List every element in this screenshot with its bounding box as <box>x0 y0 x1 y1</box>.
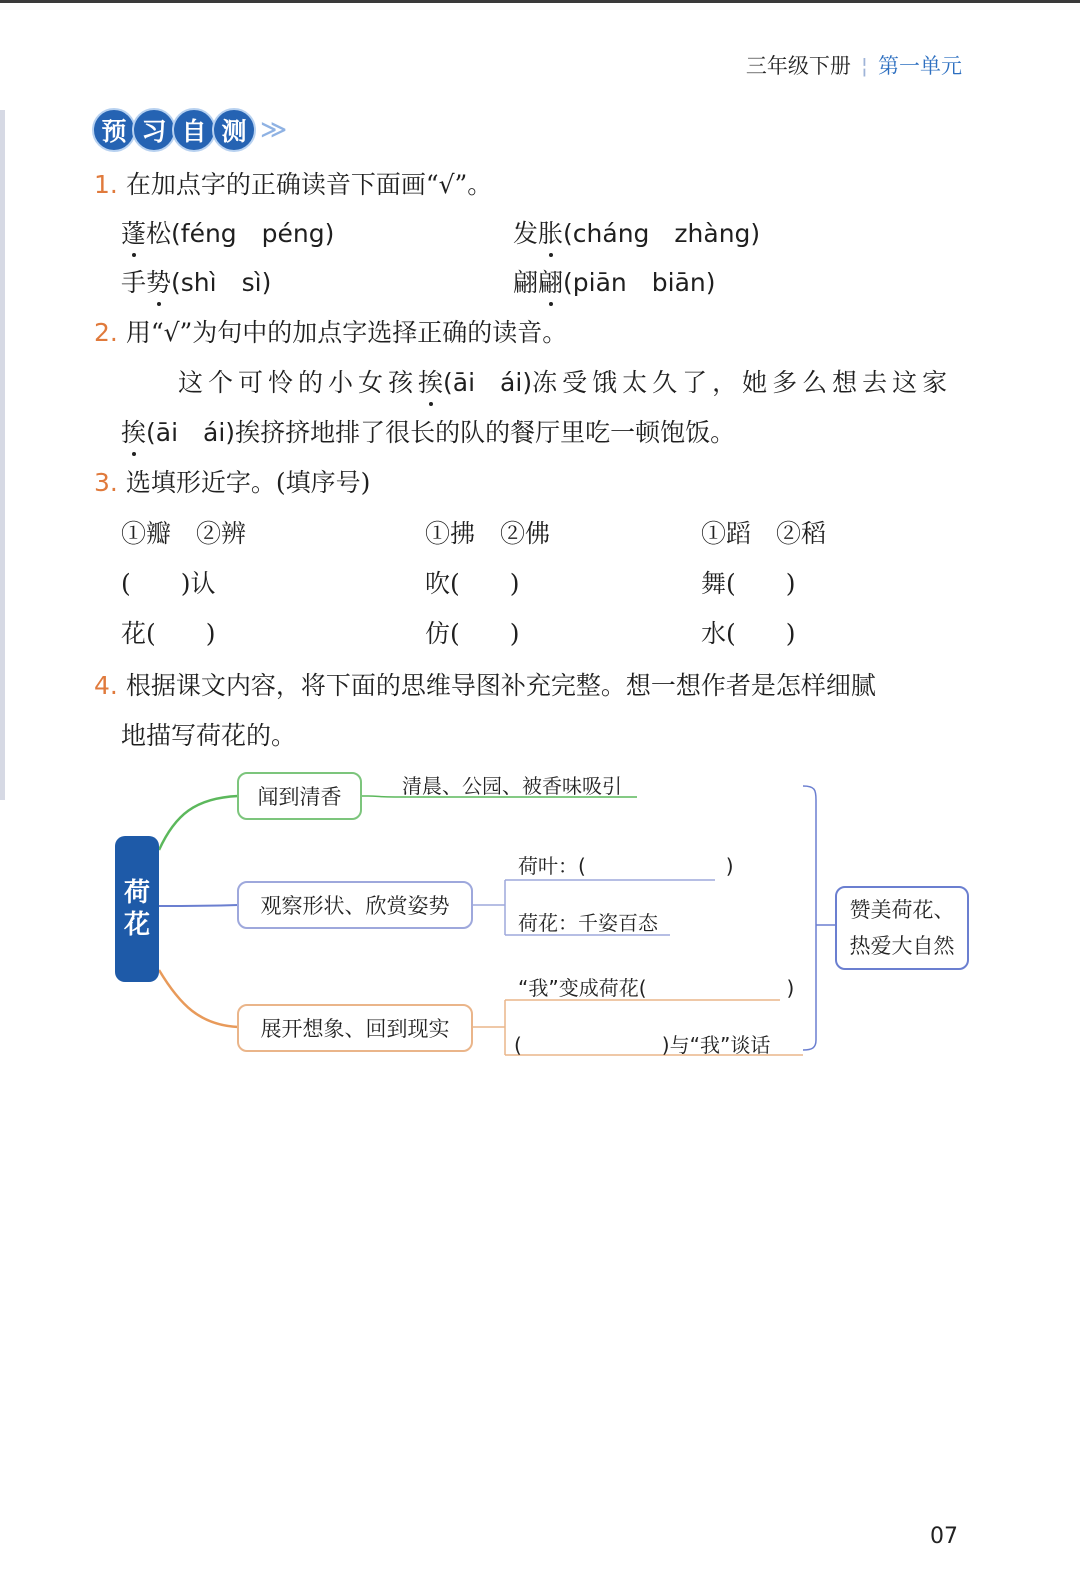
q1-item-1-dotted-char: 蓬 <box>121 219 147 248</box>
mindmap-branch-3-leaf-2[interactable]: ( )与“我”谈话 <box>514 1033 771 1057</box>
page-number: 07 <box>930 1524 958 1549</box>
q1-item-4 <box>513 268 716 298</box>
mindmap-branch-2: 观察形状、欣赏姿势 <box>237 881 473 929</box>
question-3-number: 3. <box>94 468 118 497</box>
question-1 <box>94 170 492 200</box>
q3-group-3-blank-1[interactable]: 舞( ) <box>701 569 796 598</box>
connector-root-to-b3 <box>159 970 238 1027</box>
question-2 <box>94 318 567 348</box>
q1-item-3 <box>121 268 271 298</box>
q1-item-4-pinyin: (piān biān) <box>563 268 716 297</box>
summary-bracket <box>803 786 816 1050</box>
q1-item-2 <box>513 219 760 249</box>
q2-sentence-line-2 <box>121 418 735 448</box>
header-separator: ¦ <box>860 54 868 78</box>
q2-line-2-pinyin: (āi ái) <box>146 418 236 447</box>
mindmap-root-char-2: 花 <box>123 910 150 940</box>
mindmap-branch-3-leaf-1[interactable]: “我”变成荷花( ) <box>518 976 795 1000</box>
q1-item-2-dotted-char: 胀 <box>538 219 564 248</box>
q3-group-2-blank-2[interactable]: 仿( ) <box>425 619 520 648</box>
mindmap-summary-line-2: 热爱大自然 <box>849 934 955 958</box>
header-grade: 三年级下册 <box>745 54 851 78</box>
mindmap-branch-2-leaf-1[interactable]: 荷叶：( ) <box>518 854 734 878</box>
q1-item-1-char: 松 <box>146 219 172 248</box>
badge-char-4: 测 <box>212 108 256 152</box>
connector-root-to-b1 <box>159 796 238 850</box>
mindmap-branch-2-leaf-2: 荷花：千姿百态 <box>518 911 658 935</box>
q2-line-1-pre: 这个可怜的小女孩 <box>178 368 419 397</box>
q3-group-3-blank-2[interactable]: 水( ) <box>701 619 796 648</box>
connector-root-to-b2 <box>159 905 238 906</box>
question-4-number: 4. <box>94 671 118 700</box>
q1-item-2-pinyin: (cháng zhàng) <box>563 219 761 248</box>
q1-item-3-char: 手 <box>121 268 147 297</box>
question-1-number: 1. <box>94 170 118 199</box>
question-4-text-line-1: 根据课文内容，将下面的思维导图补充完整。想一想作者是怎样细腻 <box>125 671 876 700</box>
q3-group-1-blank-2[interactable]: 花( ) <box>121 619 216 648</box>
q1-item-2-char: 发 <box>513 219 539 248</box>
mindmap-root-char-1: 荷 <box>123 878 150 908</box>
q2-sentence-line-1 <box>178 368 952 398</box>
question-2-number: 2. <box>94 318 118 347</box>
q2-line-2-post: 挨挤挤地排了很长的队的餐厅里吃一顿饱饭。 <box>235 418 736 447</box>
mindmap-branch-1: 闻到清香 <box>237 772 362 820</box>
q2-line-1-pinyin: (āi ái) <box>443 368 533 397</box>
mindmap-root <box>115 836 159 982</box>
badge-char-1: 预 <box>92 108 136 152</box>
q1-item-1 <box>121 219 334 249</box>
q1-item-1-pinyin: (féng péng) <box>171 219 335 248</box>
top-rule <box>0 0 1080 3</box>
question-1-text: 在加点字的正确读音下面画“√”。 <box>125 170 493 199</box>
q2-line-2-dotted-char: 挨 <box>121 418 147 447</box>
badge-char-2: 习 <box>132 108 176 152</box>
q2-line-1-post: 冻受饿太久了，她多么想去这家 <box>532 368 953 397</box>
q3-group-2-options: ①拂 ②佛 <box>425 519 551 548</box>
q3-group-1-blank-1[interactable]: ( )认 <box>121 569 216 598</box>
q3-group-2-blank-1[interactable]: 吹( ) <box>425 569 520 598</box>
q2-line-1-dotted-char: 挨 <box>418 368 444 397</box>
q1-item-4-dotted-char: 翩 <box>538 268 564 297</box>
mindmap-summary <box>835 886 969 970</box>
question-2-text: 用“√”为句中的加点字选择正确的读音。 <box>125 318 568 347</box>
left-edge-bar <box>0 110 5 800</box>
q1-item-4-char: 翩 <box>513 268 539 297</box>
section-badge <box>92 108 281 152</box>
q1-item-3-pinyin: (shì sì) <box>171 268 272 297</box>
badge-arrows-icon: ≫ <box>260 115 282 145</box>
mindmap-summary-line-1: 赞美荷花、 <box>849 898 955 922</box>
mindmap-branch-1-leaf: 清晨、公园、被香味吸引 <box>402 774 622 798</box>
mindmap-branch-3: 展开想象、回到现实 <box>237 1004 473 1052</box>
question-4-text-line-2: 地描写荷花的。 <box>121 721 297 750</box>
q3-group-1-options: ①瓣 ②辨 <box>121 519 247 548</box>
question-3-text: 选填形近字。(填序号) <box>125 468 371 497</box>
q3-group-3-options: ①蹈 ②稻 <box>701 519 827 548</box>
page-header <box>746 50 962 80</box>
question-4 <box>94 671 876 701</box>
q1-item-3-dotted-char: 势 <box>146 268 172 297</box>
header-unit: 第一单元 <box>878 54 962 78</box>
question-3 <box>94 468 370 498</box>
badge-char-3: 自 <box>172 108 216 152</box>
